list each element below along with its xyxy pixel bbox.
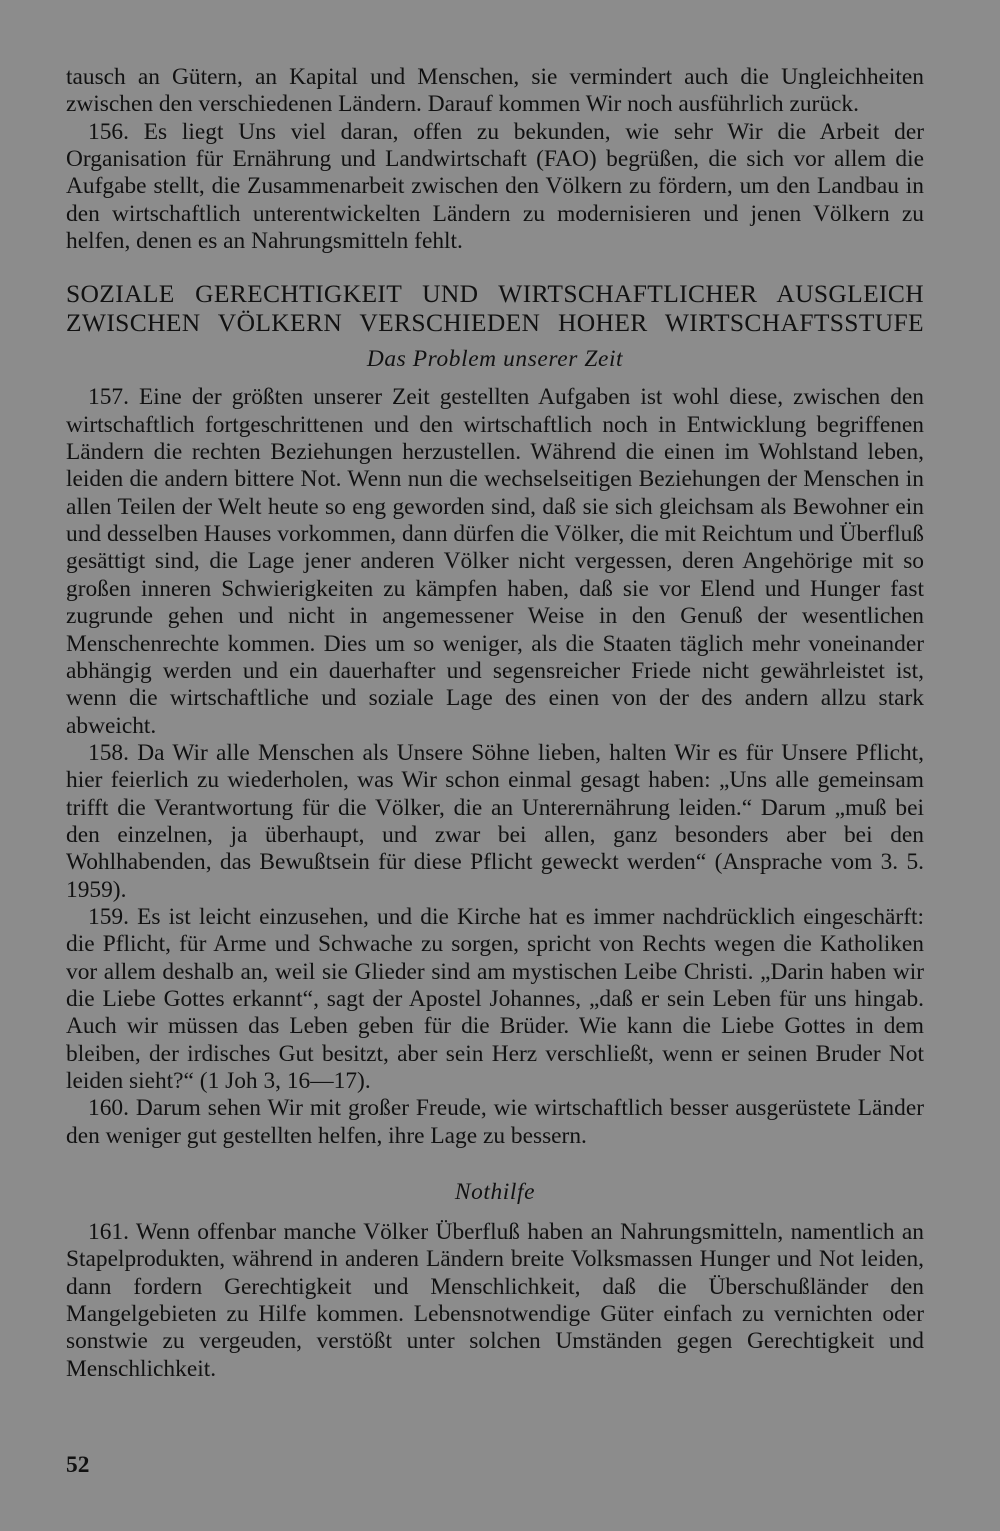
continuation-paragraph: tausch an Gütern, an Kapital und Menschen, sie vermindert auch die Ungleichheiten zwischen den verschiedenen Ländern. Darauf kommen Wir noch ausführlich zurück. [66,64,924,118]
paragraph-159: 159. Es ist leicht einzusehen, und die Kirche hat es immer nachdrücklich eingeschärft: die Pflicht, für Arme und Schwache zu sorgen, spricht von Rechts wegen die Katholiken vor allem deshalb an, weil sie Glieder sind am mystischen Leibe Christi. „Darin haben wir die Liebe Gottes erkannt“, sagt der Apostel Johannes, „daß er sein Leben für uns hingab. Auch wir müssen das Leben geben für die Brüder. Wie kann die Liebe Gottes in dem bleiben, der irdisches Gut besitzt, aber sein Herz verschließt, wenn er seinen Bruder Not leiden sieht?“ (1 Joh 3, 16—17). [66,903,924,1094]
section-heading-line-1: SOZIALE GERECHTIGKEIT UND WIRTSCHAFTLICHER AUSGLEICH [66,279,924,309]
paragraph-160: 160. Darum sehen Wir mit großer Freude, wie wirtschaftlich besser ausgerüstete Länder den weniger gut gestellten helfen, ihre Lage zu bessern. [66,1095,924,1149]
paragraph-157: 157. Eine der größten unserer Zeit gestellten Aufgaben ist wohl diese, zwischen den wirtschaftlich fortgeschrittenen und den wirtschaftlich noch in Entwicklung begriffenen Ländern die rechten Beziehungen herzustellen. Während die einen im Wohlstand leben, leiden die andern bittere Not. Wenn nun die wechselseitigen Beziehungen der Menschen in allen Teilen der Welt heute so eng geworden sind, daß sie sich gleichsam als Bewohner ein und desselben Hauses vorkommen, dann dürfen die Völker, die mit Reichtum und Überfluß gesättigt sind, die Lage jener anderen Völker nicht vergessen, deren Angehörige mit so großen inneren Schwierigkeiten zu kämpfen haben, daß sie vor Elend und Hunger fast zugrunde gehen und nicht in angemessener Weise in den Genuß der wesentlichen Menschenrechte kommen. Dies um so weniger, als die Staaten täglich mehr voneinander abhängig werden und ein dauerhafter und segensreicher Friede nicht gewährleistet ist, wenn die wirtschaftliche und soziale Lage des einen von der des andern allzu stark abweicht. [66,384,924,739]
page-number: 52 [66,1452,90,1478]
subheading-nothilfe: Nothilfe [454,1179,536,1206]
section-heading-line-2: ZWISCHEN VÖLKERN VERSCHIEDEN HOHER WIRTSCHAFTSSTUFE [66,308,924,338]
paragraph-161: 161. Wenn offenbar manche Völker Überfluß haben an Nahrungsmitteln, namentlich an Stapelprodukten, während in anderen Ländern breite Volksmassen Hunger und Not leiden, dann fordern Gerechtigkeit und Menschlichkeit, daß die Überschußländer den Mangelgebieten zu Hilfe kommen. Lebensnotwendige Güter einfach zu vernichten oder sonstwie zu vergeuden, verstößt unter solchen Umständen gegen Gerechtigkeit und Menschlichkeit. [66,1219,924,1382]
page-body [66,64,924,1383]
subheading-problem: Das Problem unserer Zeit [366,346,624,373]
paragraph-158: 158. Da Wir alle Menschen als Unsere Söhne lieben, halten Wir es für Unsere Pflicht, hier feierlich zu wiederholen, was Wir schon einmal gesagt haben: „Uns alle gemeinsam trifft die Verantwortung für die Völker, die an Unterernährung leiden.“ Darum „muß bei den einzelnen, ja überhaupt, und zwar bei allen, ganz besonders aber bei den Wohlhabenden, das Bewußtsein für diese Pflicht geweckt werden“ (Ansprache vom 3. 5. 1959). [66,739,924,903]
paragraph-156: 156. Es liegt Uns viel daran, offen zu bekunden, wie sehr Wir die Arbeit der Organisation für Ernährung und Landwirtschaft (FAO) begrüßen, die sich vor allem die Aufgabe stellt, die Zusammenarbeit zwischen den Völkern zu fördern, um den Landbau in den wirtschaftlich unterentwickelten Ländern zu modernisieren und jenen Völkern zu helfen, denen es an Nahrungsmitteln fehlt. [66,118,924,255]
section-heading [66,279,924,337]
